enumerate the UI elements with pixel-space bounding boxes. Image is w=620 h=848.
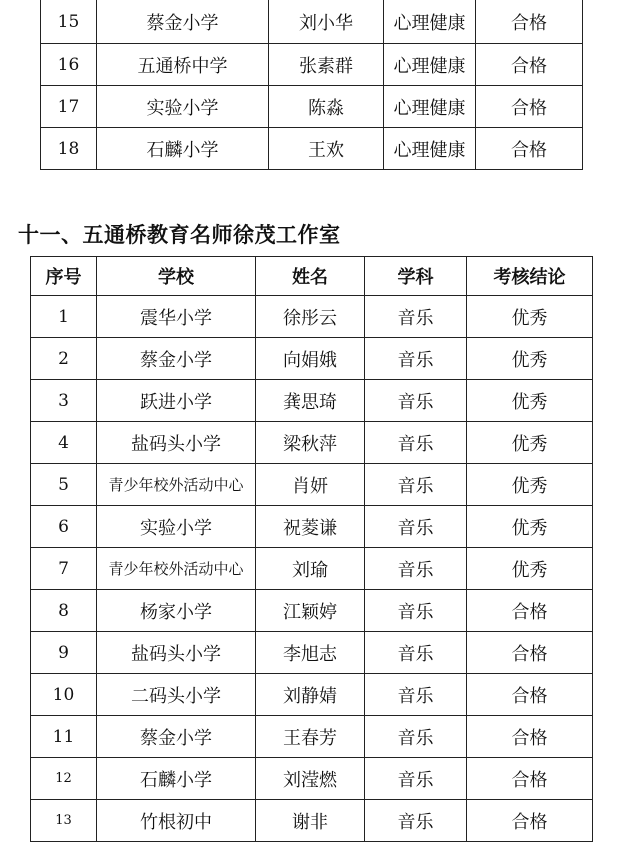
header-name: 姓名 <box>256 257 365 296</box>
cell-result: 合格 <box>467 758 593 800</box>
cell-school: 实验小学 <box>97 86 269 128</box>
cell-no: 16 <box>41 44 97 86</box>
cell-no: 7 <box>31 548 97 590</box>
table-row <box>31 590 593 632</box>
table-row <box>31 422 593 464</box>
table-row <box>31 338 593 380</box>
cell-name: 王春芳 <box>256 716 365 758</box>
cell-subject: 心理健康 <box>384 0 476 44</box>
cell-subject: 音乐 <box>365 464 467 506</box>
table-row <box>41 44 583 86</box>
cell-result: 合格 <box>467 800 593 842</box>
cell-result: 优秀 <box>467 380 593 422</box>
cell-subject: 音乐 <box>365 548 467 590</box>
cell-no: 18 <box>41 128 97 170</box>
cell-school: 盐码头小学 <box>97 422 256 464</box>
cell-result: 合格 <box>467 674 593 716</box>
cell-school: 跃进小学 <box>97 380 256 422</box>
cell-no: 5 <box>31 464 97 506</box>
cell-name: 刘滢燃 <box>256 758 365 800</box>
table-row <box>31 716 593 758</box>
cell-result: 合格 <box>467 590 593 632</box>
results-table-continued-body <box>41 0 583 170</box>
cell-name: 江颖婷 <box>256 590 365 632</box>
cell-result: 合格 <box>467 716 593 758</box>
cell-school: 实验小学 <box>97 506 256 548</box>
cell-school: 石麟小学 <box>97 758 256 800</box>
cell-no: 10 <box>31 674 97 716</box>
table-header-row <box>31 257 593 296</box>
cell-result: 优秀 <box>467 464 593 506</box>
cell-result: 合格 <box>467 632 593 674</box>
cell-subject: 心理健康 <box>384 128 476 170</box>
cell-school: 石麟小学 <box>97 128 269 170</box>
cell-name: 刘静婧 <box>256 674 365 716</box>
cell-name: 陈淼 <box>269 86 384 128</box>
cell-no: 3 <box>31 380 97 422</box>
cell-result: 合格 <box>476 86 583 128</box>
header-subject: 学科 <box>365 257 467 296</box>
cell-subject: 心理健康 <box>384 86 476 128</box>
cell-school: 杨家小学 <box>97 590 256 632</box>
cell-result: 优秀 <box>467 548 593 590</box>
cell-school: 青少年校外活动中心 <box>97 548 256 590</box>
cell-result: 优秀 <box>467 422 593 464</box>
cell-no: 6 <box>31 506 97 548</box>
cell-result: 合格 <box>476 44 583 86</box>
cell-name: 梁秋萍 <box>256 422 365 464</box>
cell-school: 蔡金小学 <box>97 716 256 758</box>
table-row <box>41 0 583 44</box>
cell-name: 龚思琦 <box>256 380 365 422</box>
studio-results-table-body <box>31 296 593 842</box>
cell-name: 刘小华 <box>269 0 384 44</box>
cell-no: 4 <box>31 422 97 464</box>
header-no: 序号 <box>31 257 97 296</box>
table-row <box>41 86 583 128</box>
cell-name: 祝菱谦 <box>256 506 365 548</box>
cell-subject: 音乐 <box>365 758 467 800</box>
cell-school: 竹根初中 <box>97 800 256 842</box>
table-row <box>31 296 593 338</box>
table-row <box>41 128 583 170</box>
header-school: 学校 <box>97 257 256 296</box>
section-heading: 十一、五通桥教育名师徐茂工作室 <box>18 222 341 247</box>
cell-subject: 音乐 <box>365 632 467 674</box>
cell-name: 肖妍 <box>256 464 365 506</box>
cell-name: 向娟娥 <box>256 338 365 380</box>
cell-subject: 音乐 <box>365 422 467 464</box>
cell-subject: 音乐 <box>365 296 467 338</box>
cell-subject: 音乐 <box>365 380 467 422</box>
cell-school: 震华小学 <box>97 296 256 338</box>
cell-subject: 音乐 <box>365 338 467 380</box>
cell-name: 张素群 <box>269 44 384 86</box>
cell-school: 五通桥中学 <box>97 44 269 86</box>
cell-no: 17 <box>41 86 97 128</box>
cell-subject: 音乐 <box>365 800 467 842</box>
cell-result: 合格 <box>476 0 583 44</box>
cell-school: 二码头小学 <box>97 674 256 716</box>
table-row <box>31 506 593 548</box>
cell-result: 优秀 <box>467 338 593 380</box>
cell-no: 12 <box>31 758 97 800</box>
table-row <box>31 464 593 506</box>
cell-subject: 音乐 <box>365 716 467 758</box>
cell-name: 徐彤云 <box>256 296 365 338</box>
cell-subject: 音乐 <box>365 674 467 716</box>
cell-result: 合格 <box>476 128 583 170</box>
table-row <box>31 548 593 590</box>
cell-result: 优秀 <box>467 506 593 548</box>
table-row <box>31 632 593 674</box>
cell-school: 青少年校外活动中心 <box>97 464 256 506</box>
cell-no: 15 <box>41 0 97 44</box>
cell-no: 9 <box>31 632 97 674</box>
table-row <box>31 800 593 842</box>
cell-name: 王欢 <box>269 128 384 170</box>
cell-subject: 心理健康 <box>384 44 476 86</box>
cell-name: 谢非 <box>256 800 365 842</box>
cell-no: 13 <box>31 800 97 842</box>
cell-no: 2 <box>31 338 97 380</box>
table-row <box>31 380 593 422</box>
table-row <box>31 674 593 716</box>
cell-school: 蔡金小学 <box>97 338 256 380</box>
cell-no: 8 <box>31 590 97 632</box>
cell-no: 11 <box>31 716 97 758</box>
cell-name: 刘瑜 <box>256 548 365 590</box>
results-table-continued <box>40 0 583 170</box>
cell-school: 蔡金小学 <box>97 0 269 44</box>
studio-results-table <box>30 256 593 842</box>
cell-school: 盐码头小学 <box>97 632 256 674</box>
cell-subject: 音乐 <box>365 506 467 548</box>
cell-name: 李旭志 <box>256 632 365 674</box>
cell-subject: 音乐 <box>365 590 467 632</box>
cell-result: 优秀 <box>467 296 593 338</box>
header-result: 考核结论 <box>467 257 593 296</box>
table-row <box>31 758 593 800</box>
cell-no: 1 <box>31 296 97 338</box>
